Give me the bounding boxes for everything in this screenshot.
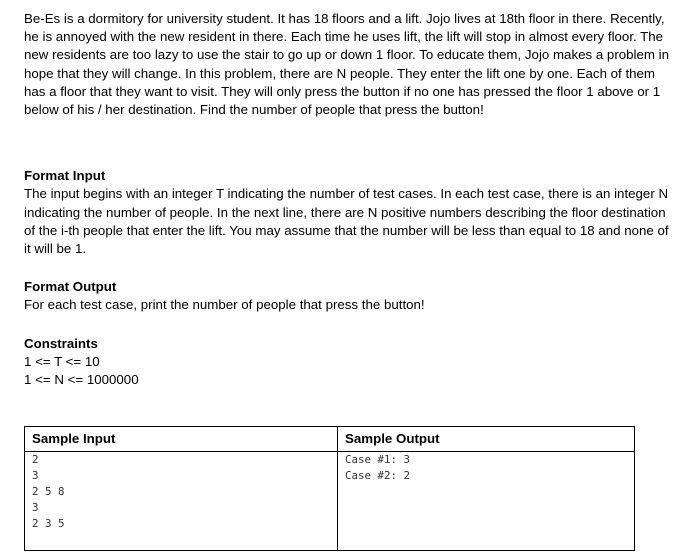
- constraint-t: 1 <= T <= 10: [24, 353, 100, 369]
- constraints-title: Constraints: [24, 335, 98, 351]
- problem-statement: [24, 10, 672, 389]
- sample-input-line: 2: [32, 453, 39, 466]
- constraint-n: 1 <= N <= 1000000: [24, 372, 139, 388]
- sample-body-row: [25, 452, 635, 551]
- sample-input-header: Sample Input: [25, 427, 338, 452]
- sample-output-line: Case #2: 2: [345, 469, 411, 482]
- sample-output-cell: [338, 452, 635, 551]
- sample-input-line: 2 3 5: [32, 517, 65, 530]
- sample-input-line: 2 5 8: [32, 485, 65, 498]
- sample-input-line: 3: [32, 501, 39, 514]
- problem-description: Be-Es is a dormitory for university student. It has 18 floors and a lift. Jojo lives at 18th floor in there. Recently, he is annoyed with the new resident in there. Each time he uses lift, the lift will stop in almost every floor. The new residents are too lazy to use the stair to go up or down 1 floor. To educate them, Jojo makes a problem in hope that they will change. In this problem, there are N people. They enter the lift one by one. Each of them has a floor that they want to visit. They will only press the button if no one has pressed the floor 1 above or 1 below of his / her destination. Find the number of people that press the button!: [24, 11, 670, 118]
- sample-input-line: 3: [32, 469, 39, 482]
- sample-output-line: Case #1: 3: [345, 453, 411, 466]
- sample-table: [24, 426, 635, 551]
- format-output-title: Format Output: [24, 279, 117, 295]
- format-input-title: Format Input: [24, 168, 106, 184]
- sample-input-cell: [25, 452, 338, 551]
- sample-output-header: Sample Output: [338, 427, 635, 452]
- format-input-text: The input begins with an integer T indicating the number of test cases. In each test case, there is an integer N indicating the number of people. In the next line, there are N positive numbers describing the floor destination of the i-th people that enter the lift. You may assume that the number will be less than equal to 18 and none of it will be 1.: [24, 186, 669, 257]
- format-output-text: For each test case, print the number of people that press the button!: [24, 297, 425, 313]
- sample-header-row: [25, 427, 635, 452]
